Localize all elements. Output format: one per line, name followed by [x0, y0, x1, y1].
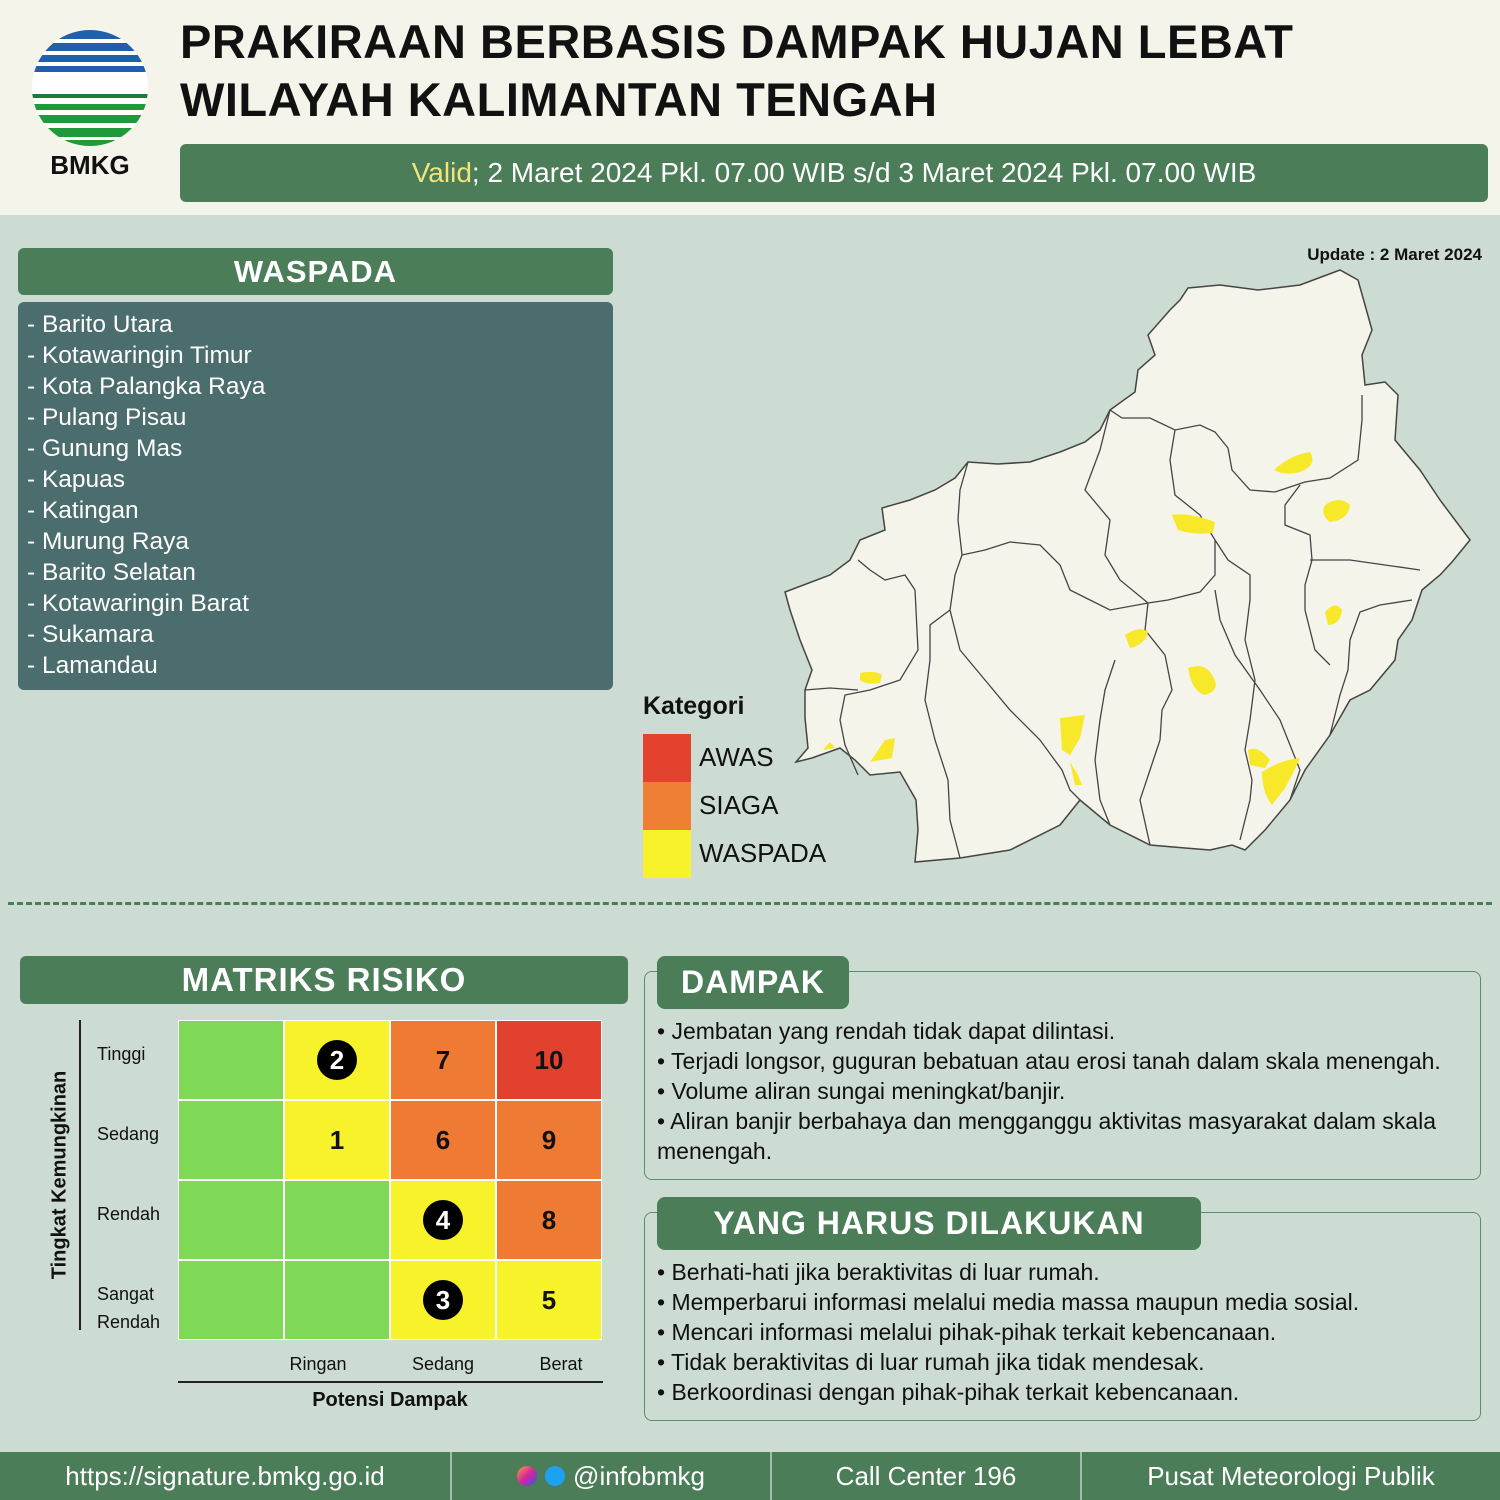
matrix-row-label: Sangat Rendah [97, 1284, 161, 1332]
legend-label: SIAGA [699, 790, 779, 820]
matrix-cell-value: 7 [435, 1044, 451, 1075]
valid-period: ; 2 Maret 2024 Pkl. 07.00 WIB s/d 3 Maret 2024 Pkl. 07.00 WIB [471, 157, 1257, 188]
matrix-cell-value: 5 [541, 1284, 557, 1315]
risk-matrix-grid [178, 1020, 602, 1340]
region-item: - Sukamara [27, 621, 154, 648]
logo-text: BMKG [50, 150, 130, 180]
section-divider [8, 902, 1492, 905]
valid-label: Valid [411, 157, 472, 188]
legend-title: Kategori [643, 692, 745, 720]
todo-item: • Mencari informasi melalui pihak-pihak terkait kebencanaan. [657, 1319, 1277, 1345]
matrix-cell-value: 10 [534, 1044, 564, 1075]
social-handle-text: @infobmkg [573, 1460, 705, 1491]
matrix-y-axis-line [79, 1020, 81, 1330]
matrix-col-label: Sedang [411, 1354, 475, 1374]
matrix-cell-value: 9 [541, 1124, 557, 1155]
matrix-cell [496, 1180, 602, 1260]
matrix-header: MATRIKS RISIKO [20, 956, 628, 1004]
page-title-line2: WILAYAH KALIMANTAN TENGAH [180, 73, 938, 126]
matrix-cell [390, 1100, 496, 1180]
dampak-item: • Volume aliran sungai meningkat/banjir. [657, 1078, 1066, 1104]
region-item: - Barito Utara [27, 311, 173, 338]
matrix-cell [496, 1260, 602, 1340]
matrix-cell [178, 1100, 284, 1180]
matrix-col-label: Ringan [289, 1354, 347, 1374]
update-date: Update : 2 Maret 2024 [1307, 245, 1482, 264]
matrix-row-label: Tinggi [97, 1044, 146, 1064]
region-item: - Kota Palangka Raya [27, 373, 266, 400]
todo-item: • Berkoordinasi dengan pihak-pihak terkait kebencanaan. [657, 1379, 1240, 1405]
todo-item: • Berhati-hati jika beraktivitas di luar rumah. [657, 1259, 1100, 1285]
matrix-cell [284, 1100, 390, 1180]
todo-header: YANG HARUS DILAKUKAN [657, 1197, 1201, 1250]
matrix-x-axis-line [178, 1381, 603, 1383]
dampak-item: • Aliran banjir berbahaya dan mengganggu aktivitas masyarakat dalam skala menengah. [657, 1108, 1437, 1164]
region-item: - Katingan [27, 497, 139, 524]
region-item: - Kapuas [27, 466, 126, 493]
region-item: - Lamandau [27, 652, 158, 679]
matrix-cell [178, 1260, 284, 1340]
footer [0, 1452, 1500, 1500]
call-center: Call Center 196 [835, 1460, 1017, 1491]
matrix-cell-value: 1 [329, 1124, 345, 1155]
region-item: - Gunung Mas [27, 435, 183, 462]
matrix-cell [284, 1180, 390, 1260]
twitter-icon [545, 1466, 565, 1486]
region-item: - Kotawaringin Timur [27, 342, 252, 369]
dampak-list [657, 1016, 1472, 1166]
matrix-cell [390, 1020, 496, 1100]
todo-list [657, 1257, 1472, 1407]
matrix-cell-value: 6 [435, 1124, 451, 1155]
province-outline [785, 270, 1470, 862]
todo-item: • Tidak beraktivitas di luar rumah jika tidak mendesak. [657, 1349, 1205, 1375]
website-link[interactable]: https://signature.bmkg.go.id [65, 1460, 385, 1491]
matrix-row-label: Rendah [97, 1204, 161, 1224]
dampak-item: • Terjadi longsor, guguran bebatuan atau erosi tanah dalam skala menengah. [657, 1048, 1441, 1074]
matrix-cell-value: 8 [541, 1204, 557, 1235]
matrix-cell [496, 1100, 602, 1180]
matrix-cell [178, 1020, 284, 1100]
matrix-cell [390, 1180, 496, 1260]
legend-swatch-siaga [643, 782, 691, 830]
matrix-cell-value-circled: 4 [423, 1200, 463, 1240]
social-handle[interactable] [452, 1452, 770, 1500]
matrix-row-label: Sedang [97, 1124, 160, 1144]
legend-swatch-awas [643, 734, 691, 782]
matrix-col-label: Berat [539, 1354, 583, 1374]
region-item: - Pulang Pisau [27, 404, 187, 431]
matrix-cell [284, 1260, 390, 1340]
region-item: - Barito Selatan [27, 559, 196, 586]
organization-name: Pusat Meteorologi Publik [1147, 1460, 1435, 1491]
matrix-cell [496, 1020, 602, 1100]
dampak-header: DAMPAK [657, 956, 849, 1009]
legend-label: AWAS [699, 742, 774, 772]
legend-swatch-waspada [643, 830, 691, 878]
waspada-header: WASPADA [18, 248, 613, 295]
matrix-cell [390, 1260, 496, 1340]
region-item: - Murung Raya [27, 528, 190, 555]
todo-item: • Memperbarui informasi melalui media massa maupun media sosial. [657, 1289, 1360, 1315]
matrix-cell [284, 1020, 390, 1100]
matrix-cell-value-circled: 2 [317, 1040, 357, 1080]
matrix-y-axis-label: Tingkat Kemungkinan [48, 1070, 71, 1280]
matrix-x-axis-label: Potensi Dampak [312, 1389, 468, 1411]
instagram-icon [517, 1466, 537, 1486]
page-title-line1: PRAKIRAAN BERBASIS DAMPAK HUJAN LEBAT [180, 15, 1294, 68]
matrix-cell [178, 1180, 284, 1260]
legend-label: WASPADA [699, 838, 827, 868]
matrix-cell-value-circled: 3 [423, 1280, 463, 1320]
dampak-item: • Jembatan yang rendah tidak dapat dilintasi. [657, 1018, 1116, 1044]
region-item: - Kotawaringin Barat [27, 590, 249, 617]
